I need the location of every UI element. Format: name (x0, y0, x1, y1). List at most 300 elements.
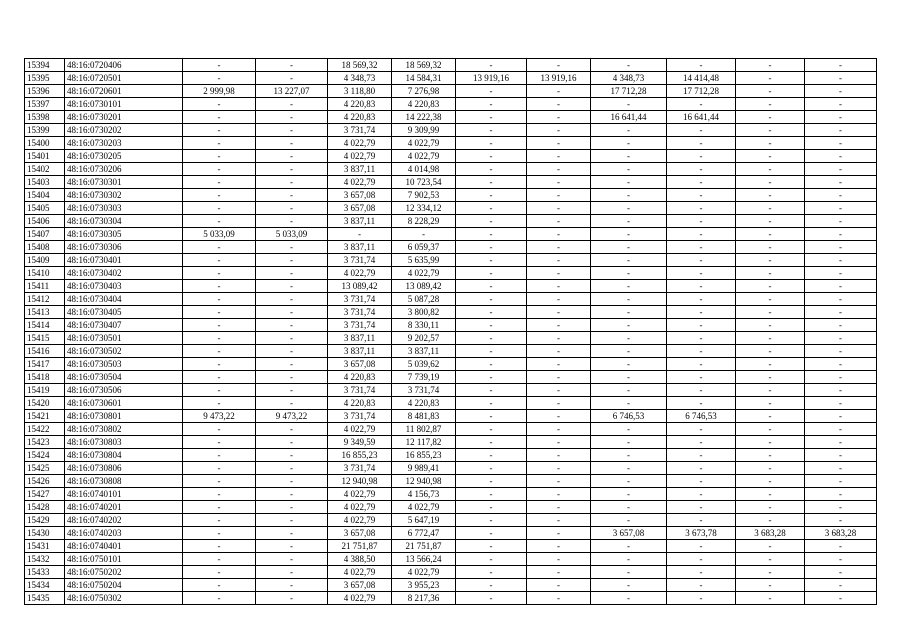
cell-col-9: - (591, 423, 667, 436)
cell-col-5: 4 022,79 (328, 137, 392, 150)
cell-col-10: - (667, 384, 736, 397)
cell-col-7: - (456, 59, 527, 72)
cell-col-10: - (667, 254, 736, 267)
cell-cadastral-number: 48:16:0750202 (65, 566, 183, 579)
cell-cadastral-number: 48:16:0730302 (65, 189, 183, 202)
table-row (25, 267, 877, 280)
cell-col-3: - (183, 488, 256, 501)
cell-row-number: 15430 (25, 527, 65, 540)
cell-col-11: - (736, 410, 805, 423)
cell-col-6: 5 635,99 (392, 254, 456, 267)
cell-col-3: - (183, 267, 256, 280)
cell-col-8: - (527, 527, 591, 540)
cell-col-7: - (456, 215, 527, 228)
cell-col-10: - (667, 592, 736, 605)
cell-col-3: - (183, 72, 256, 85)
cell-col-8: - (527, 85, 591, 98)
cell-col-6: 13 566,24 (392, 553, 456, 566)
cell-col-11: - (736, 280, 805, 293)
cell-col-4: - (256, 319, 328, 332)
cell-col-12: - (805, 423, 877, 436)
table-row (25, 202, 877, 215)
cell-col-11: - (736, 358, 805, 371)
cell-col-7: - (456, 345, 527, 358)
data-table (24, 58, 877, 605)
cell-col-11: - (736, 514, 805, 527)
cell-col-7: - (456, 228, 527, 241)
cell-col-6: 7 276,98 (392, 85, 456, 98)
cell-col-7: - (456, 293, 527, 306)
cell-col-10: - (667, 124, 736, 137)
cell-col-11: - (736, 189, 805, 202)
cell-col-11: - (736, 371, 805, 384)
cell-col-12: - (805, 98, 877, 111)
cell-row-number: 15432 (25, 553, 65, 566)
table-row (25, 592, 877, 605)
cell-col-3: - (183, 423, 256, 436)
cell-col-12: - (805, 176, 877, 189)
cell-col-5: 3 731,74 (328, 462, 392, 475)
table-row (25, 332, 877, 345)
table-row (25, 384, 877, 397)
cell-col-7: - (456, 553, 527, 566)
cell-col-3: - (183, 527, 256, 540)
cell-col-3: - (183, 553, 256, 566)
cell-row-number: 15421 (25, 410, 65, 423)
cell-col-4: - (256, 553, 328, 566)
table-row (25, 280, 877, 293)
cell-cadastral-number: 48:16:0730802 (65, 423, 183, 436)
cell-col-6: 12 117,82 (392, 436, 456, 449)
cell-col-12: - (805, 566, 877, 579)
cell-col-10: - (667, 163, 736, 176)
cell-col-11: - (736, 150, 805, 163)
cell-col-8: - (527, 280, 591, 293)
cell-col-7: - (456, 527, 527, 540)
cell-col-11: - (736, 566, 805, 579)
cell-col-5: 3 731,74 (328, 384, 392, 397)
cell-col-8: - (527, 332, 591, 345)
cell-col-8: - (527, 475, 591, 488)
cell-col-5: 3 837,11 (328, 332, 392, 345)
cell-col-10: - (667, 436, 736, 449)
cell-cadastral-number: 48:16:0730101 (65, 98, 183, 111)
cell-col-3: - (183, 592, 256, 605)
cell-col-8: - (527, 579, 591, 592)
cell-col-3: - (183, 293, 256, 306)
cell-col-7: - (456, 540, 527, 553)
cell-col-7: - (456, 410, 527, 423)
cell-col-3: - (183, 345, 256, 358)
cell-col-6: 3 731,74 (392, 384, 456, 397)
cell-col-6: 13 089,42 (392, 280, 456, 293)
table-row (25, 501, 877, 514)
cell-row-number: 15398 (25, 111, 65, 124)
cell-cadastral-number: 48:16:0730403 (65, 280, 183, 293)
cell-col-9: - (591, 280, 667, 293)
cell-col-6: 6 772,47 (392, 527, 456, 540)
cell-col-9: - (591, 306, 667, 319)
cell-row-number: 15422 (25, 423, 65, 436)
cell-col-4: - (256, 280, 328, 293)
table-row (25, 176, 877, 189)
cell-col-8: - (527, 319, 591, 332)
cell-col-9: - (591, 163, 667, 176)
cell-cadastral-number: 48:16:0740203 (65, 527, 183, 540)
cell-col-4: - (256, 345, 328, 358)
cell-col-3: - (183, 150, 256, 163)
cell-col-7: - (456, 306, 527, 319)
cell-col-8: - (527, 592, 591, 605)
cell-row-number: 15396 (25, 85, 65, 98)
cell-col-6: 10 723,54 (392, 176, 456, 189)
cell-col-5: 4 348,73 (328, 72, 392, 85)
cell-col-7: - (456, 423, 527, 436)
cell-col-10: - (667, 514, 736, 527)
cell-col-12: - (805, 449, 877, 462)
cell-col-7: - (456, 384, 527, 397)
cell-col-11: - (736, 553, 805, 566)
cell-row-number: 15416 (25, 345, 65, 358)
cell-col-6: 8 228,29 (392, 215, 456, 228)
cell-col-3: - (183, 501, 256, 514)
cell-row-number: 15433 (25, 566, 65, 579)
cell-col-7: - (456, 176, 527, 189)
cell-col-3: - (183, 358, 256, 371)
cell-col-5: 12 940,98 (328, 475, 392, 488)
cell-cadastral-number: 48:16:0730202 (65, 124, 183, 137)
cell-cadastral-number: 48:16:0720501 (65, 72, 183, 85)
cell-col-9: - (591, 449, 667, 462)
cell-col-7: - (456, 501, 527, 514)
cell-col-7: - (456, 488, 527, 501)
table-row (25, 423, 877, 436)
cell-col-9: - (591, 462, 667, 475)
cell-col-8: - (527, 540, 591, 553)
cell-row-number: 15403 (25, 176, 65, 189)
cell-col-8: - (527, 449, 591, 462)
cell-row-number: 15404 (25, 189, 65, 202)
cell-col-12: - (805, 215, 877, 228)
cell-col-11: - (736, 293, 805, 306)
cell-col-9: 4 348,73 (591, 72, 667, 85)
cell-col-12: - (805, 579, 877, 592)
cell-col-7: - (456, 124, 527, 137)
table-row (25, 163, 877, 176)
cell-col-10: 6 746,53 (667, 410, 736, 423)
cell-col-7: - (456, 163, 527, 176)
cell-cadastral-number: 48:16:0740201 (65, 501, 183, 514)
table-row (25, 241, 877, 254)
cell-col-6: 16 855,23 (392, 449, 456, 462)
cell-col-12: - (805, 345, 877, 358)
cell-col-4: 5 033,09 (256, 228, 328, 241)
cell-col-8: - (527, 176, 591, 189)
cell-col-7: - (456, 475, 527, 488)
cell-col-4: - (256, 137, 328, 150)
cell-col-12: - (805, 202, 877, 215)
table-row (25, 371, 877, 384)
cell-col-8: - (527, 98, 591, 111)
cell-col-9: - (591, 358, 667, 371)
cell-col-10: - (667, 293, 736, 306)
table-row (25, 449, 877, 462)
cell-col-9: - (591, 124, 667, 137)
cell-col-6: 7 902,53 (392, 189, 456, 202)
cell-col-11: - (736, 163, 805, 176)
cell-col-10: - (667, 267, 736, 280)
cell-col-6: 5 039,62 (392, 358, 456, 371)
cell-cadastral-number: 48:16:0730808 (65, 475, 183, 488)
cell-col-9: - (591, 215, 667, 228)
cell-col-6: 3 955,23 (392, 579, 456, 592)
cell-col-6: 4 022,79 (392, 501, 456, 514)
cell-cadastral-number: 48:16:0730404 (65, 293, 183, 306)
cell-row-number: 15394 (25, 59, 65, 72)
cell-col-12: - (805, 137, 877, 150)
cell-col-12: - (805, 540, 877, 553)
cell-col-8: - (527, 514, 591, 527)
cell-row-number: 15425 (25, 462, 65, 475)
table-row (25, 358, 877, 371)
cell-col-10: - (667, 59, 736, 72)
cell-col-11: - (736, 345, 805, 358)
cell-col-4: - (256, 215, 328, 228)
cell-col-11: - (736, 176, 805, 189)
cell-col-6: 9 202,57 (392, 332, 456, 345)
cell-cadastral-number: 48:16:0730206 (65, 163, 183, 176)
cell-col-10: - (667, 98, 736, 111)
cell-col-10: - (667, 332, 736, 345)
cell-col-3: - (183, 475, 256, 488)
cell-col-12: - (805, 189, 877, 202)
cell-col-6: 7 739,19 (392, 371, 456, 384)
cell-col-9: - (591, 592, 667, 605)
cell-col-5: 3 657,08 (328, 579, 392, 592)
cell-col-4: - (256, 189, 328, 202)
cell-col-7: - (456, 332, 527, 345)
cell-col-5: 4 022,79 (328, 423, 392, 436)
cell-col-12: - (805, 150, 877, 163)
cell-col-8: 13 919,16 (527, 72, 591, 85)
cell-col-11: - (736, 98, 805, 111)
cell-col-12: - (805, 371, 877, 384)
cell-col-5: 3 731,74 (328, 319, 392, 332)
cell-col-6: 8 481,83 (392, 410, 456, 423)
cell-col-11: - (736, 59, 805, 72)
table-row (25, 345, 877, 358)
cell-cadastral-number: 48:16:0730303 (65, 202, 183, 215)
cell-col-6: 14 222,38 (392, 111, 456, 124)
cell-row-number: 15414 (25, 319, 65, 332)
cell-col-4: - (256, 579, 328, 592)
cell-col-10: - (667, 553, 736, 566)
cell-col-8: - (527, 189, 591, 202)
cell-col-7: - (456, 462, 527, 475)
cell-col-8: - (527, 566, 591, 579)
cell-col-8: - (527, 215, 591, 228)
table-row (25, 228, 877, 241)
cell-col-5: 4 022,79 (328, 501, 392, 514)
cell-row-number: 15402 (25, 163, 65, 176)
cell-col-5: 4 022,79 (328, 267, 392, 280)
cell-col-11: - (736, 592, 805, 605)
cell-cadastral-number: 48:16:0730306 (65, 241, 183, 254)
cell-col-5: 3 657,08 (328, 527, 392, 540)
table-row (25, 254, 877, 267)
cell-col-11: - (736, 111, 805, 124)
cell-col-6: 5 087,28 (392, 293, 456, 306)
cell-col-12: - (805, 397, 877, 410)
cell-col-10: - (667, 345, 736, 358)
cell-col-8: - (527, 397, 591, 410)
cell-col-5: 16 855,23 (328, 449, 392, 462)
cell-col-12: - (805, 462, 877, 475)
cell-col-10: - (667, 488, 736, 501)
cell-col-11: - (736, 501, 805, 514)
cell-col-4: - (256, 436, 328, 449)
cell-col-10: - (667, 501, 736, 514)
cell-col-11: - (736, 488, 805, 501)
cell-col-7: - (456, 579, 527, 592)
cell-col-8: - (527, 488, 591, 501)
cell-col-10: - (667, 358, 736, 371)
cell-cadastral-number: 48:16:0730203 (65, 137, 183, 150)
cell-col-6: 4 220,83 (392, 98, 456, 111)
cell-col-9: - (591, 540, 667, 553)
cell-cadastral-number: 48:16:0730601 (65, 397, 183, 410)
cell-col-8: - (527, 124, 591, 137)
cell-row-number: 15418 (25, 371, 65, 384)
cell-col-8: - (527, 345, 591, 358)
cell-col-5: 21 751,87 (328, 540, 392, 553)
cell-col-4: - (256, 384, 328, 397)
cell-cadastral-number: 48:16:0740202 (65, 514, 183, 527)
cell-col-11: - (736, 397, 805, 410)
cell-col-10: - (667, 540, 736, 553)
cell-cadastral-number: 48:16:0730405 (65, 306, 183, 319)
table-row (25, 566, 877, 579)
cell-col-7: - (456, 98, 527, 111)
cell-col-9: - (591, 176, 667, 189)
table-row (25, 293, 877, 306)
cell-col-12: - (805, 85, 877, 98)
cell-col-4: - (256, 592, 328, 605)
cell-row-number: 15406 (25, 215, 65, 228)
cell-col-10: - (667, 579, 736, 592)
cell-col-9: - (591, 384, 667, 397)
cell-col-9: - (591, 436, 667, 449)
cell-col-3: - (183, 189, 256, 202)
table-body (25, 59, 877, 605)
cell-col-6: 6 059,37 (392, 241, 456, 254)
cell-col-8: - (527, 553, 591, 566)
cell-col-11: - (736, 579, 805, 592)
cell-col-12: - (805, 59, 877, 72)
cell-col-3: - (183, 319, 256, 332)
cell-col-4: - (256, 358, 328, 371)
cell-col-8: - (527, 228, 591, 241)
cell-col-9: 16 641,44 (591, 111, 667, 124)
cell-row-number: 15428 (25, 501, 65, 514)
cell-col-7: - (456, 254, 527, 267)
cell-row-number: 15429 (25, 514, 65, 527)
cell-col-9: - (591, 267, 667, 280)
cell-row-number: 15420 (25, 397, 65, 410)
cell-col-8: - (527, 293, 591, 306)
cell-col-11: - (736, 436, 805, 449)
cell-col-8: - (527, 306, 591, 319)
cell-col-6: - (392, 228, 456, 241)
cell-col-3: - (183, 111, 256, 124)
cell-col-12: - (805, 592, 877, 605)
cell-col-12: - (805, 124, 877, 137)
cell-col-10: - (667, 228, 736, 241)
cell-col-10: - (667, 475, 736, 488)
cell-col-12: - (805, 332, 877, 345)
cell-col-9: - (591, 514, 667, 527)
table-row (25, 215, 877, 228)
cell-col-7: - (456, 592, 527, 605)
cell-col-12: - (805, 163, 877, 176)
cell-col-6: 14 584,31 (392, 72, 456, 85)
cell-col-9: - (591, 293, 667, 306)
cell-col-7: - (456, 566, 527, 579)
cell-col-12: - (805, 553, 877, 566)
cell-col-5: 13 089,42 (328, 280, 392, 293)
cell-col-3: - (183, 124, 256, 137)
cell-col-5: 4 022,79 (328, 176, 392, 189)
cell-col-10: - (667, 137, 736, 150)
cell-col-4: - (256, 449, 328, 462)
cell-row-number: 15435 (25, 592, 65, 605)
cell-cadastral-number: 48:16:0730801 (65, 410, 183, 423)
cell-col-10: - (667, 189, 736, 202)
cell-col-8: - (527, 163, 591, 176)
cell-col-10: - (667, 215, 736, 228)
cell-col-4: - (256, 202, 328, 215)
cell-col-8: - (527, 137, 591, 150)
cell-col-10: - (667, 566, 736, 579)
cell-col-9: - (591, 345, 667, 358)
cell-col-6: 21 751,87 (392, 540, 456, 553)
cell-col-5: - (328, 228, 392, 241)
cell-row-number: 15410 (25, 267, 65, 280)
cell-col-12: - (805, 475, 877, 488)
cell-col-5: 3 657,08 (328, 189, 392, 202)
cell-col-12: - (805, 293, 877, 306)
cell-col-8: - (527, 384, 591, 397)
cell-col-3: - (183, 540, 256, 553)
cell-col-10: - (667, 241, 736, 254)
cell-col-12: - (805, 228, 877, 241)
cell-col-3: - (183, 241, 256, 254)
cell-col-9: - (591, 397, 667, 410)
cell-col-9: - (591, 189, 667, 202)
cell-col-6: 4 156,73 (392, 488, 456, 501)
cell-col-3: - (183, 215, 256, 228)
cell-col-6: 4 014,98 (392, 163, 456, 176)
cell-col-5: 3 657,08 (328, 358, 392, 371)
cell-col-9: - (591, 371, 667, 384)
cell-col-6: 12 334,12 (392, 202, 456, 215)
cell-col-11: - (736, 72, 805, 85)
cell-col-4: - (256, 267, 328, 280)
cell-col-9: - (591, 228, 667, 241)
cell-col-4: - (256, 462, 328, 475)
cell-col-3: - (183, 436, 256, 449)
cell-col-9: - (591, 553, 667, 566)
